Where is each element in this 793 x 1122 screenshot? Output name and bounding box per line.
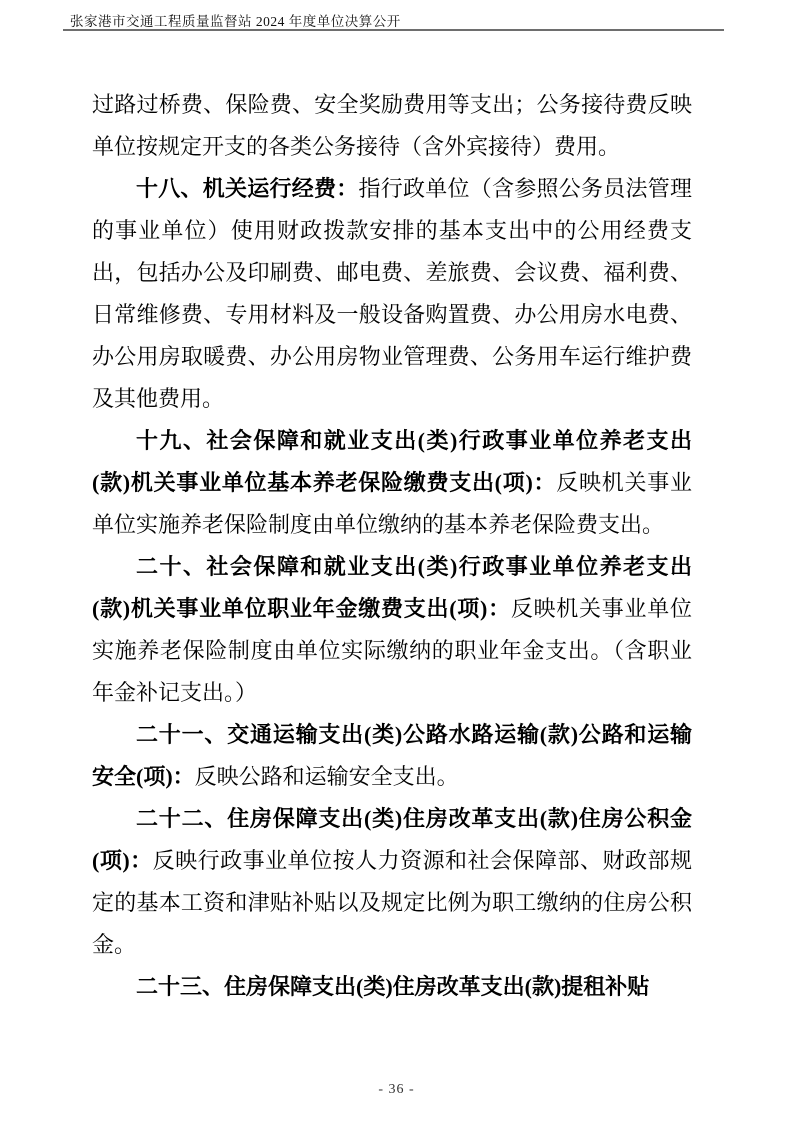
paragraph-label: 十八、机关运行经费： (136, 176, 359, 201)
paragraph-item-23 (92, 966, 692, 1008)
paragraph-item-21 (92, 714, 692, 798)
paragraph-item-18 (92, 168, 692, 420)
paragraph-label: 十九、社会保障和就业支出(类)行政事业单位养老支出(款)机关事业单位基本养老保险缴费支出(项)： (92, 428, 692, 495)
document-body (92, 84, 692, 1008)
paragraph-label: 二十一、交通运输支出(类)公路水路运输(款)公路和运输安全(项)： (92, 722, 692, 789)
paragraph-label: 二十三、住房保障支出(类)住房改革支出(款)提租补贴 (136, 974, 650, 999)
page-number: - 36 - (378, 1082, 415, 1097)
paragraph-body: 过路过桥费、保险费、安全奖励费用等支出；公务接待费反映单位按规定开支的各类公务接待（含外宾接待）费用。 (92, 92, 692, 159)
paragraph-item-19 (92, 420, 692, 546)
paragraph-label: 二十、社会保障和就业支出(类)行政事业单位养老支出(款)机关事业单位职业年金缴费支出(项)： (92, 554, 692, 621)
header-divider (63, 29, 724, 31)
paragraph-body: 反映机关事业单位实施养老保险制度由单位实际缴纳的职业年金支出。（含职业年金补记支出。） (92, 596, 692, 705)
page-header-title: 张家港市交通工程质量监督站 2024 年度单位决算公开 (70, 14, 401, 29)
paragraph-body: 反映公路和运输安全支出。 (194, 764, 459, 789)
paragraph-body: 反映行政事业单位按人力资源和社会保障部、财政部规定的基本工资和津贴补贴以及规定比例为职工缴纳的住房公积金。 (92, 848, 692, 957)
paragraph-body: 指行政单位（含参照公务员法管理的事业单位）使用财政拨款安排的基本支出中的公用经费支出，包括办公及印刷费、邮电费、差旅费、会议费、福利费、日常维修费、专用材料及一般设备购置费、办公用房水电费、办公用房取暖费、办公用房物业管理费、公务用车运行维护费及其他费用。 (92, 176, 692, 411)
paragraph-label: 二十二、住房保障支出(类)住房改革支出(款)住房公积金(项)： (92, 806, 692, 873)
paragraph-continuation (92, 84, 692, 168)
paragraph-item-22 (92, 798, 692, 966)
paragraph-item-20 (92, 546, 692, 714)
paragraph-body: 反映机关事业单位实施养老保险制度由单位缴纳的基本养老保险费支出。 (92, 470, 692, 537)
